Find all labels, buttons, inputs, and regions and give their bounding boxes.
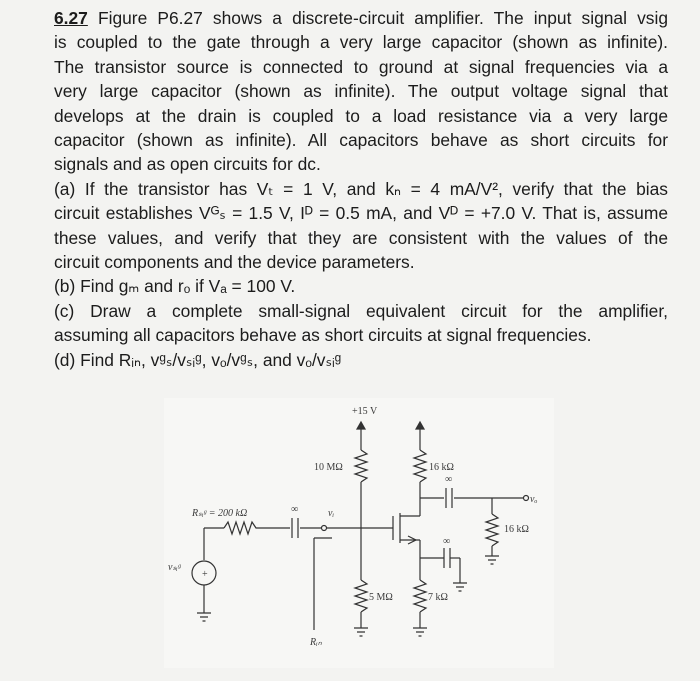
part-c-line: assuming all capacitors behave as short circuits at signal frequencies. — [54, 325, 592, 346]
intro-line: The transistor source is connected to ground at signal frequencies via a — [54, 56, 668, 77]
r-source-label: 7 kΩ — [428, 592, 448, 603]
vi-terminal — [322, 526, 327, 531]
intro-line: 6.27 Figure P6.27 shows a discrete-circuit amplifier. The input signal vsig — [54, 8, 668, 28]
bypass-cap-infinity-label: ∞ — [443, 536, 451, 547]
r-gate-top-label: 10 MΩ — [314, 462, 343, 473]
part-c-line: (c) Draw a complete small-signal equivalent circuit for the amplifier, — [54, 300, 668, 321]
circuit-diagram — [164, 398, 554, 668]
part-d: (d) Find Rᵢₙ, vᵍₛ/vₛᵢᵍ, vₒ/vᵍₛ, and vₒ/vₛᵢᵍ — [54, 349, 342, 370]
intro-line: signals and as open circuits for dc. — [54, 154, 321, 175]
part-a-line: circuit establishes Vᴳₛ = 1.5 V, Iᴰ = 0.5 mA, and Vᴰ = +7.0 V. That is, assume — [54, 203, 668, 224]
intro-line: develops at the drain is coupled to a load resistance via a very large — [54, 105, 668, 126]
problem-statement — [54, 6, 668, 372]
part-a-line: circuit components and the device parameters. — [54, 252, 415, 273]
circuit-figure — [164, 398, 554, 668]
supply-label: +15 V — [352, 406, 378, 417]
intro-line: very large capacitor (shown as infinite). The output voltage signal that — [54, 81, 668, 102]
source-plus-sign-icon: + — [202, 569, 208, 580]
v-i-label: vᵢ — [328, 508, 335, 519]
output-cap-infinity-label: ∞ — [445, 474, 453, 485]
r-in-label: Rᵢₙ — [310, 637, 322, 648]
problem-number: 6.27 — [54, 8, 88, 28]
intro-line: is coupled to the gate through a very large capacitor (shown as infinite). — [54, 32, 668, 53]
v-o-label: vₒ — [530, 494, 538, 505]
part-b: (b) Find gₘ and rₒ if Vₐ = 100 V. — [54, 276, 296, 297]
v-sig-label: vₛᵢᵍ — [168, 562, 181, 573]
r-drain-label: 16 kΩ — [429, 462, 454, 473]
r-sig-label: Rₛᵢᵍ = 200 kΩ — [192, 508, 248, 519]
intro-line: capacitor (shown as infinite). All capacitors behave as short circuits for — [54, 130, 668, 151]
r-load-label: 16 kΩ — [504, 524, 529, 535]
part-a-line: (a) If the transistor has Vₜ = 1 V, and kₙ = 4 mA/V², verify that the bias — [54, 178, 668, 199]
output-terminal — [524, 496, 529, 501]
r-gate-bottom-label: 5 MΩ — [369, 592, 393, 603]
input-cap-infinity-label: ∞ — [291, 504, 299, 515]
part-a-line: these values, and verify that they are consistent with the values of the — [54, 227, 668, 248]
